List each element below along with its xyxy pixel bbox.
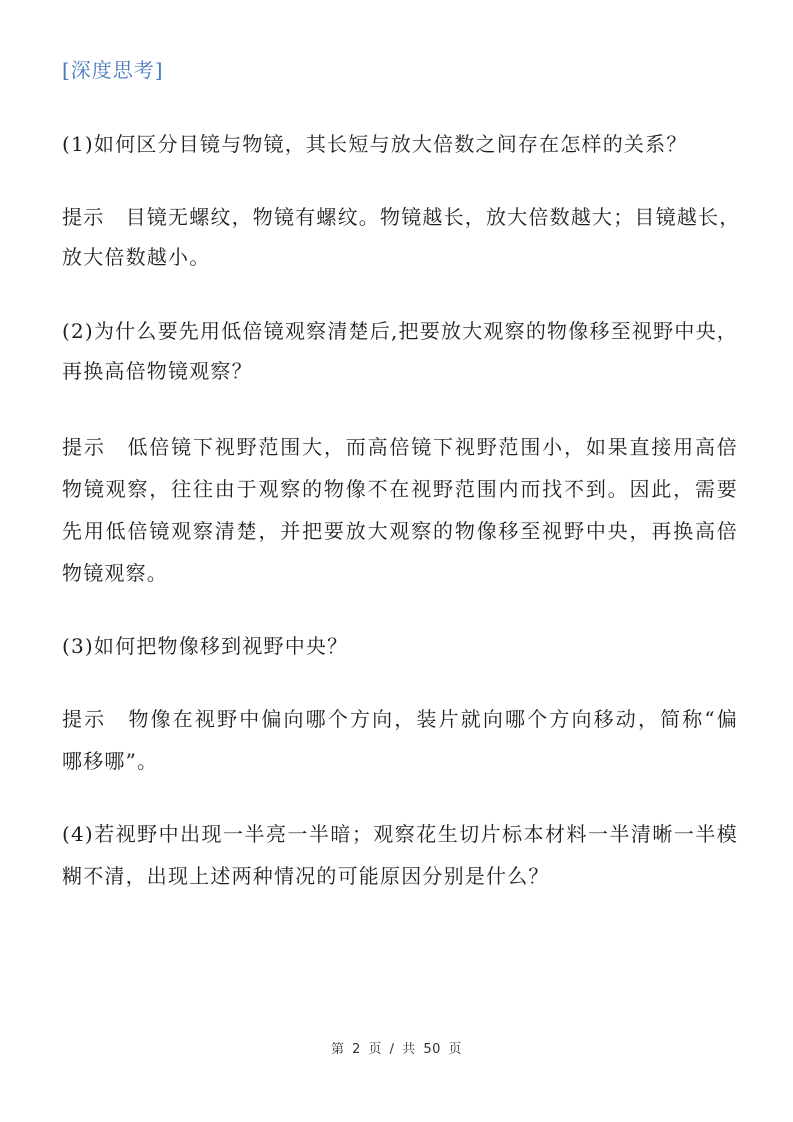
hint-2-line-4: 物镜观察。 [62,561,168,585]
hint-1-line-2: 放大倍数越小。 [62,245,211,269]
question-1-line-1: (1)如何区分目镜与物镜，其长短与放大倍数之间存在怎样的关系？ [62,132,688,156]
hint-3-line-1: 提示 物像在视野中偏向哪个方向，装片就向哪个方向移动，简称“偏 [62,707,738,731]
hint-3-line-2: 哪移哪”。 [62,749,159,773]
question-4-line-2: 糊不清，出现上述两种情况的可能原因分别是什么？ [62,864,550,888]
question-2-line-2: 再换高倍物镜观察？ [62,359,253,383]
question-3-line-1: (3)如何把物像移到视野中央？ [62,634,349,658]
hint-2-line-3: 先用低倍镜观察清楚，并把要放大观察的物像移至视野中央，再换高倍 [62,519,738,543]
question-4-line-1: (4)若视野中出现一半亮一半暗；观察花生切片标本材料一半清晰一半模 [62,822,738,846]
hint-1-line-1: 提示 目镜无螺纹，物镜有螺纹。物镜越长，放大倍数越大；目镜越长， [62,205,741,229]
page-number-footer: 第 2 页 / 共 50 页 [331,1042,462,1057]
hint-2-line-2: 物镜观察，往往由于观察的物像不在视野范围内而找不到。因此，需要 [62,477,738,501]
section-heading: [深度思考] [62,58,164,82]
question-2-line-1: (2)为什么要先用低倍镜观察清楚后,把要放大观察的物像移至视野中央， [62,319,738,343]
hint-2-line-1: 提示 低倍镜下视野范围大，而高倍镜下视野范围小，如果直接用高倍 [62,435,738,459]
